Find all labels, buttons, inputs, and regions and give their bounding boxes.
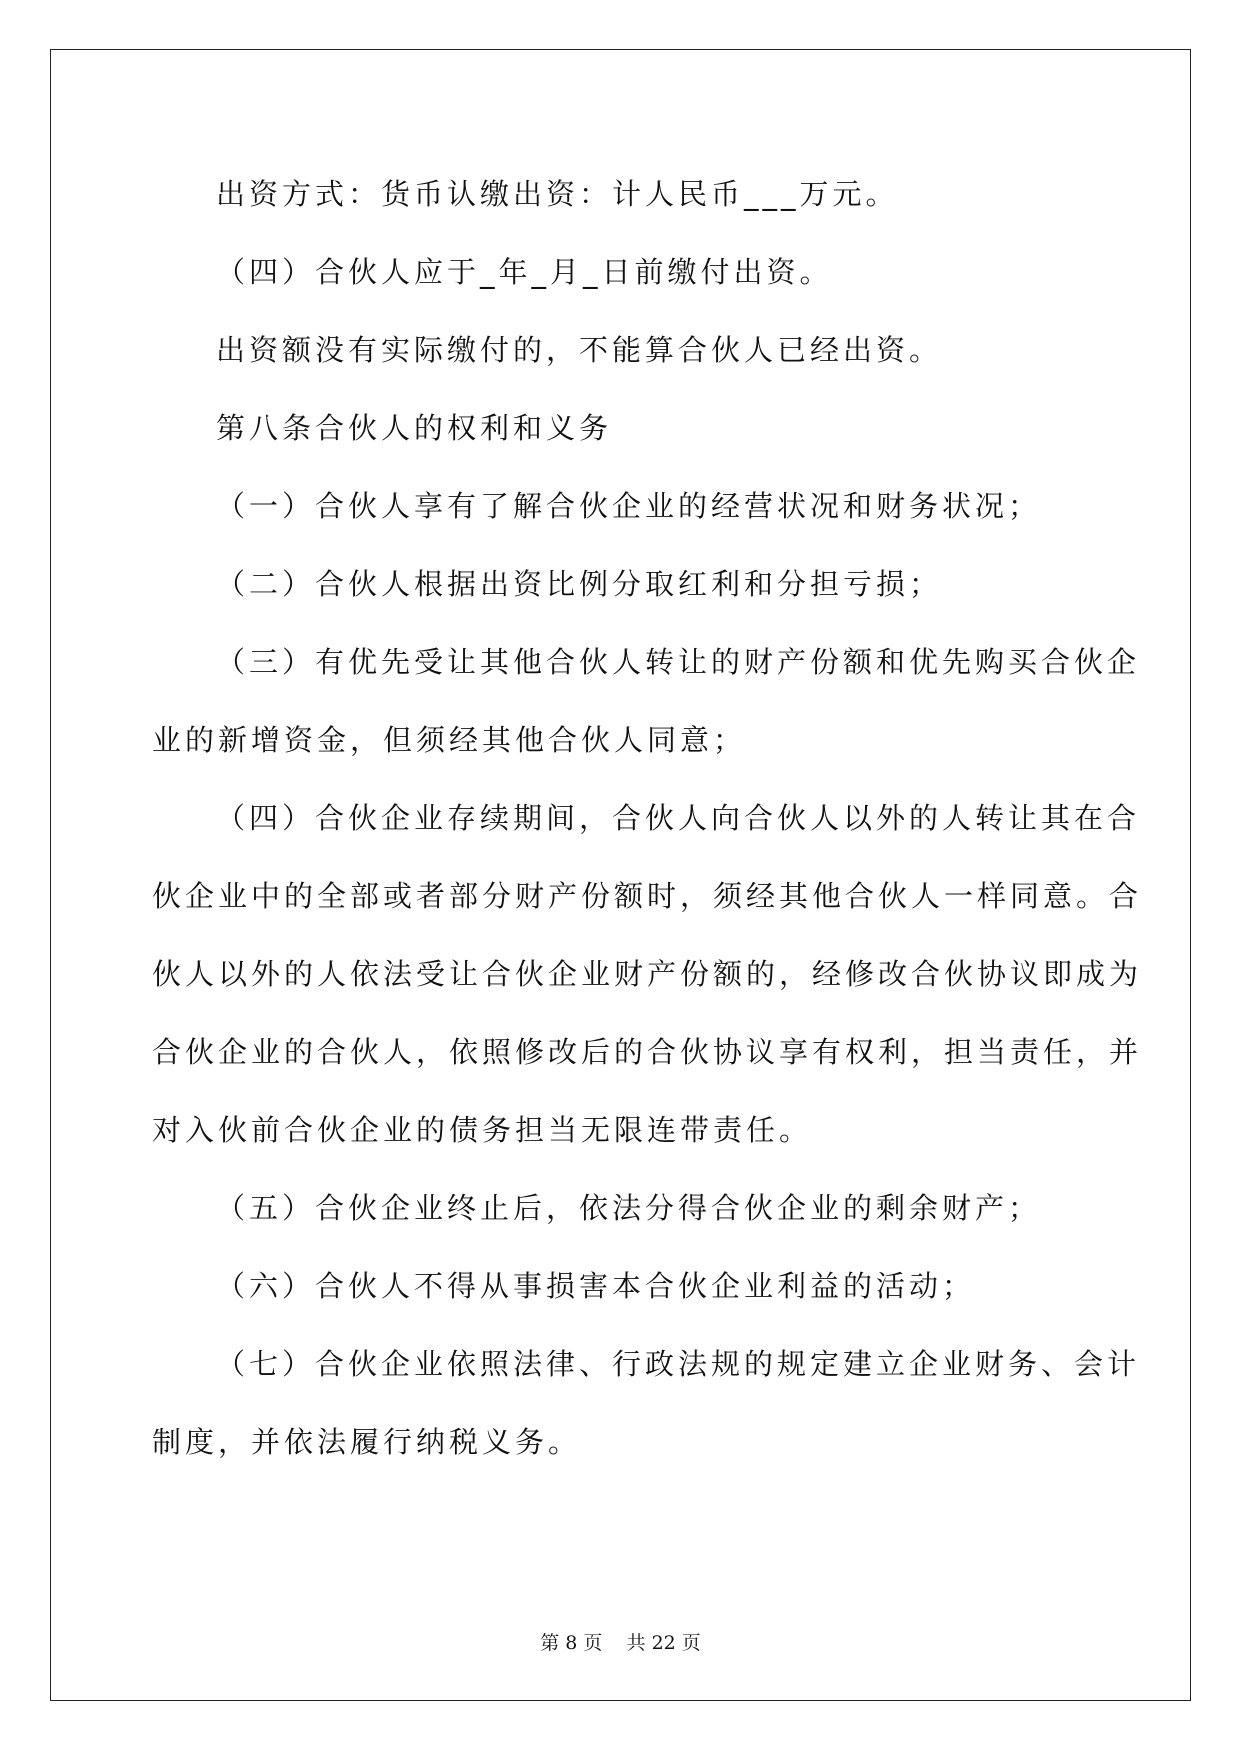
paragraph-line: 出资额没有实际缴付的，不能算合伙人已经出资。 — [216, 333, 943, 367]
paragraph-line: （五）合伙企业终止后，依法分得合伙企业的剩余财产； — [216, 1191, 1042, 1225]
paragraph-line: （一）合伙人享有了解合伙企业的经营状况和财务状况； — [216, 489, 1042, 523]
paragraph-line: （三）有优先受让其他合伙人转让的财产份额和优先购买合伙企 — [216, 645, 1141, 679]
paragraph-line: （四）合伙人应于_年_月_日前缴付出资。 — [216, 255, 833, 289]
paragraph-line: （四）合伙企业存续期间，合伙人向合伙人以外的人转让其在合 — [216, 801, 1141, 835]
paragraph-line: （七）合伙企业依照法律、行政法规的规定建立企业财务、会计 — [216, 1347, 1141, 1381]
paragraph-line: 伙人以外的人依法受让合伙企业财产份额的，经修改合伙协议即成为 — [152, 957, 1143, 991]
paragraph-line: 对入伙前合伙企业的债务担当无限连带责任。 — [152, 1113, 813, 1147]
paragraph-line: 伙企业中的全部或者部分财产份额时，须经其他合伙人一样同意。合 — [152, 879, 1143, 913]
page-number: 第 8 页 共 22 页 — [540, 1632, 701, 1654]
paragraph-line: 业的新增资金，但须经其他合伙人同意； — [152, 723, 747, 757]
paragraph-line: 合伙企业的合伙人，依照修改后的合伙协议享有权利，担当责任，并 — [152, 1035, 1143, 1069]
paragraph-line: 制度，并依法履行纳税义务。 — [152, 1425, 582, 1459]
paragraph-line: （二）合伙人根据出资比例分取红利和分担亏损； — [216, 567, 943, 601]
paragraph-line: 出资方式：货币认缴出资：计人民币___万元。 — [216, 177, 899, 211]
paragraph-line: （六）合伙人不得从事损害本合伙企业利益的活动； — [216, 1269, 976, 1303]
section-heading: 第八条合伙人的权利和义务 — [216, 411, 613, 445]
